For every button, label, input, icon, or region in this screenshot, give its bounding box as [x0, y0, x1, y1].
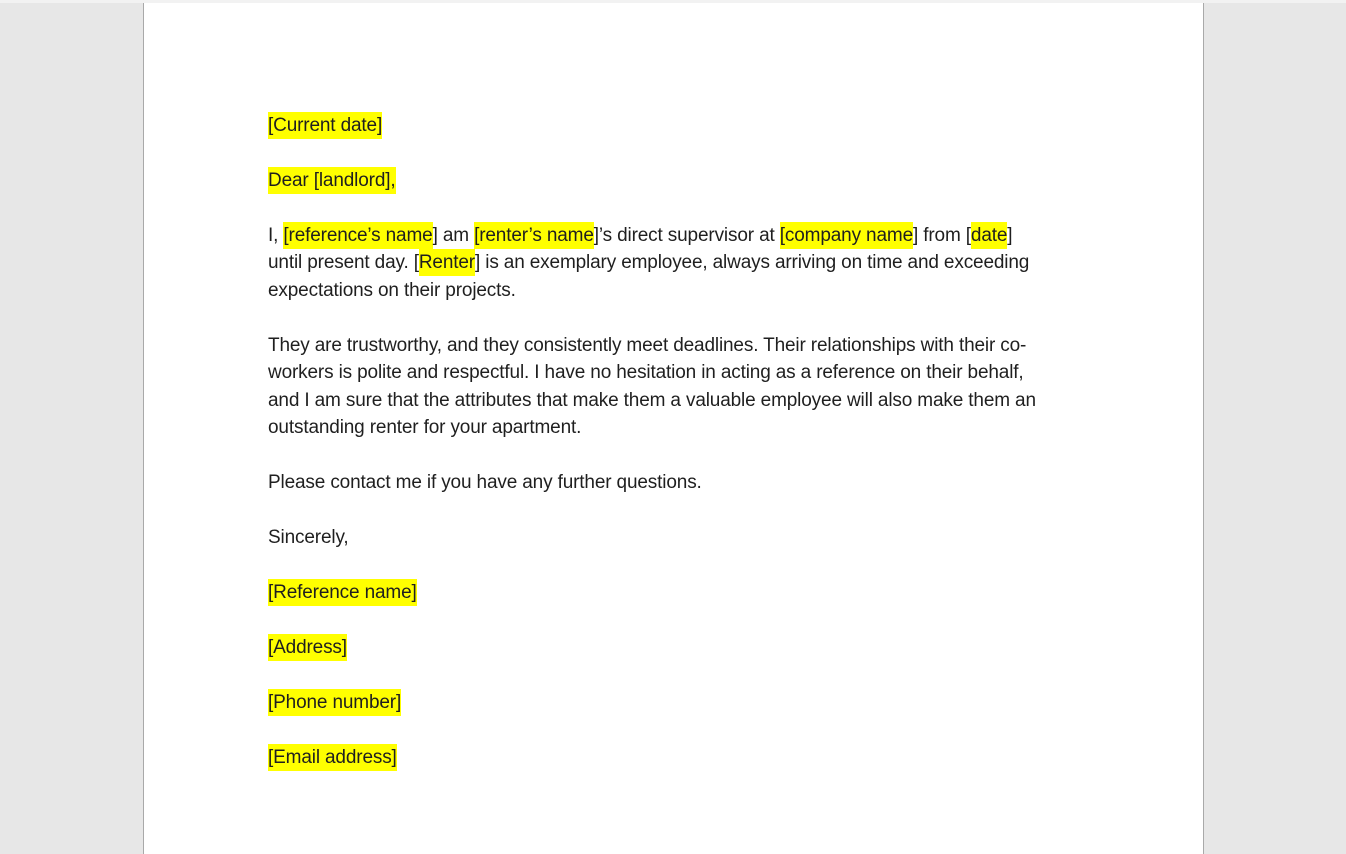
text-segment: ] is an exemplary employee, always arriving on time and exceeding: [475, 252, 1030, 274]
letter-line: [268, 579, 1088, 606]
letter-line: [268, 469, 1088, 496]
text-segment: They are trustworthy, and they consistently meet deadlines. Their relationships with their co-: [268, 334, 1027, 356]
paragraph-endorsement: [268, 332, 1088, 442]
placeholder-reference-name[interactable]: [reference’s name: [283, 222, 432, 249]
document-page[interactable]: [143, 0, 1204, 854]
letter-line: [268, 249, 1088, 276]
letter-body: [268, 112, 1088, 799]
text-segment: ]: [1007, 225, 1013, 246]
paragraph-closing: [268, 524, 1088, 551]
placeholder-landlord-salutation[interactable]: Dear [landlord],: [268, 167, 396, 194]
paragraph-signature-name: [268, 579, 1088, 606]
text-segment: expectations on their projects.: [268, 279, 516, 301]
letter-line: [268, 332, 1088, 359]
placeholder-current-date[interactable]: [Current date]: [268, 112, 382, 139]
text-segment: outstanding renter for your apartment.: [268, 417, 582, 439]
text-segment: and I am sure that the attributes that make them a valuable employee will also make them an: [268, 389, 1036, 411]
letter-line: [268, 112, 1088, 139]
letter-line: [268, 359, 1088, 386]
text-segment: ] from [: [912, 225, 971, 246]
placeholder-date[interactable]: date: [971, 222, 1007, 249]
text-segment: workers is polite and respectful. I have no hesitation in acting as a reference on their behalf,: [268, 362, 1024, 384]
text-segment: until present day. [: [268, 252, 419, 274]
placeholder-company-name[interactable]: [company name: [780, 222, 913, 249]
paragraph-salutation: [268, 167, 1088, 194]
paragraph-signature-email: [268, 744, 1088, 771]
placeholder-signature-phone[interactable]: [Phone number]: [268, 689, 401, 716]
paragraph-signature-phone: [268, 689, 1088, 716]
letter-line: [268, 414, 1088, 441]
placeholder-signature-email[interactable]: [Email address]: [268, 744, 397, 771]
paragraph-contact: [268, 469, 1088, 496]
text-segment: Sincerely,: [268, 527, 349, 549]
viewport-top-edge: [0, 0, 1346, 3]
placeholder-signature-address[interactable]: [Address]: [268, 634, 347, 661]
letter-line: [268, 744, 1088, 771]
letter-line: [268, 634, 1088, 661]
text-segment: Please contact me if you have any further questions.: [268, 472, 702, 494]
placeholder-renter-name[interactable]: [renter’s name: [474, 222, 594, 249]
letter-line: [268, 222, 1088, 249]
placeholder-signature-reference-name[interactable]: [Reference name]: [268, 579, 417, 606]
letter-line: [268, 689, 1088, 716]
paragraph-signature-address: [268, 634, 1088, 661]
letter-line: [268, 167, 1088, 194]
paragraph-date: [268, 112, 1088, 139]
letter-line: [268, 277, 1088, 304]
placeholder-renter[interactable]: Renter: [419, 249, 475, 276]
letter-line: [268, 524, 1088, 551]
paragraph-introduction: [268, 222, 1088, 304]
text-segment: ]’s direct supervisor at: [593, 225, 780, 246]
text-segment: ] am: [432, 225, 475, 246]
letter-line: [268, 387, 1088, 414]
text-segment: I,: [268, 225, 284, 246]
